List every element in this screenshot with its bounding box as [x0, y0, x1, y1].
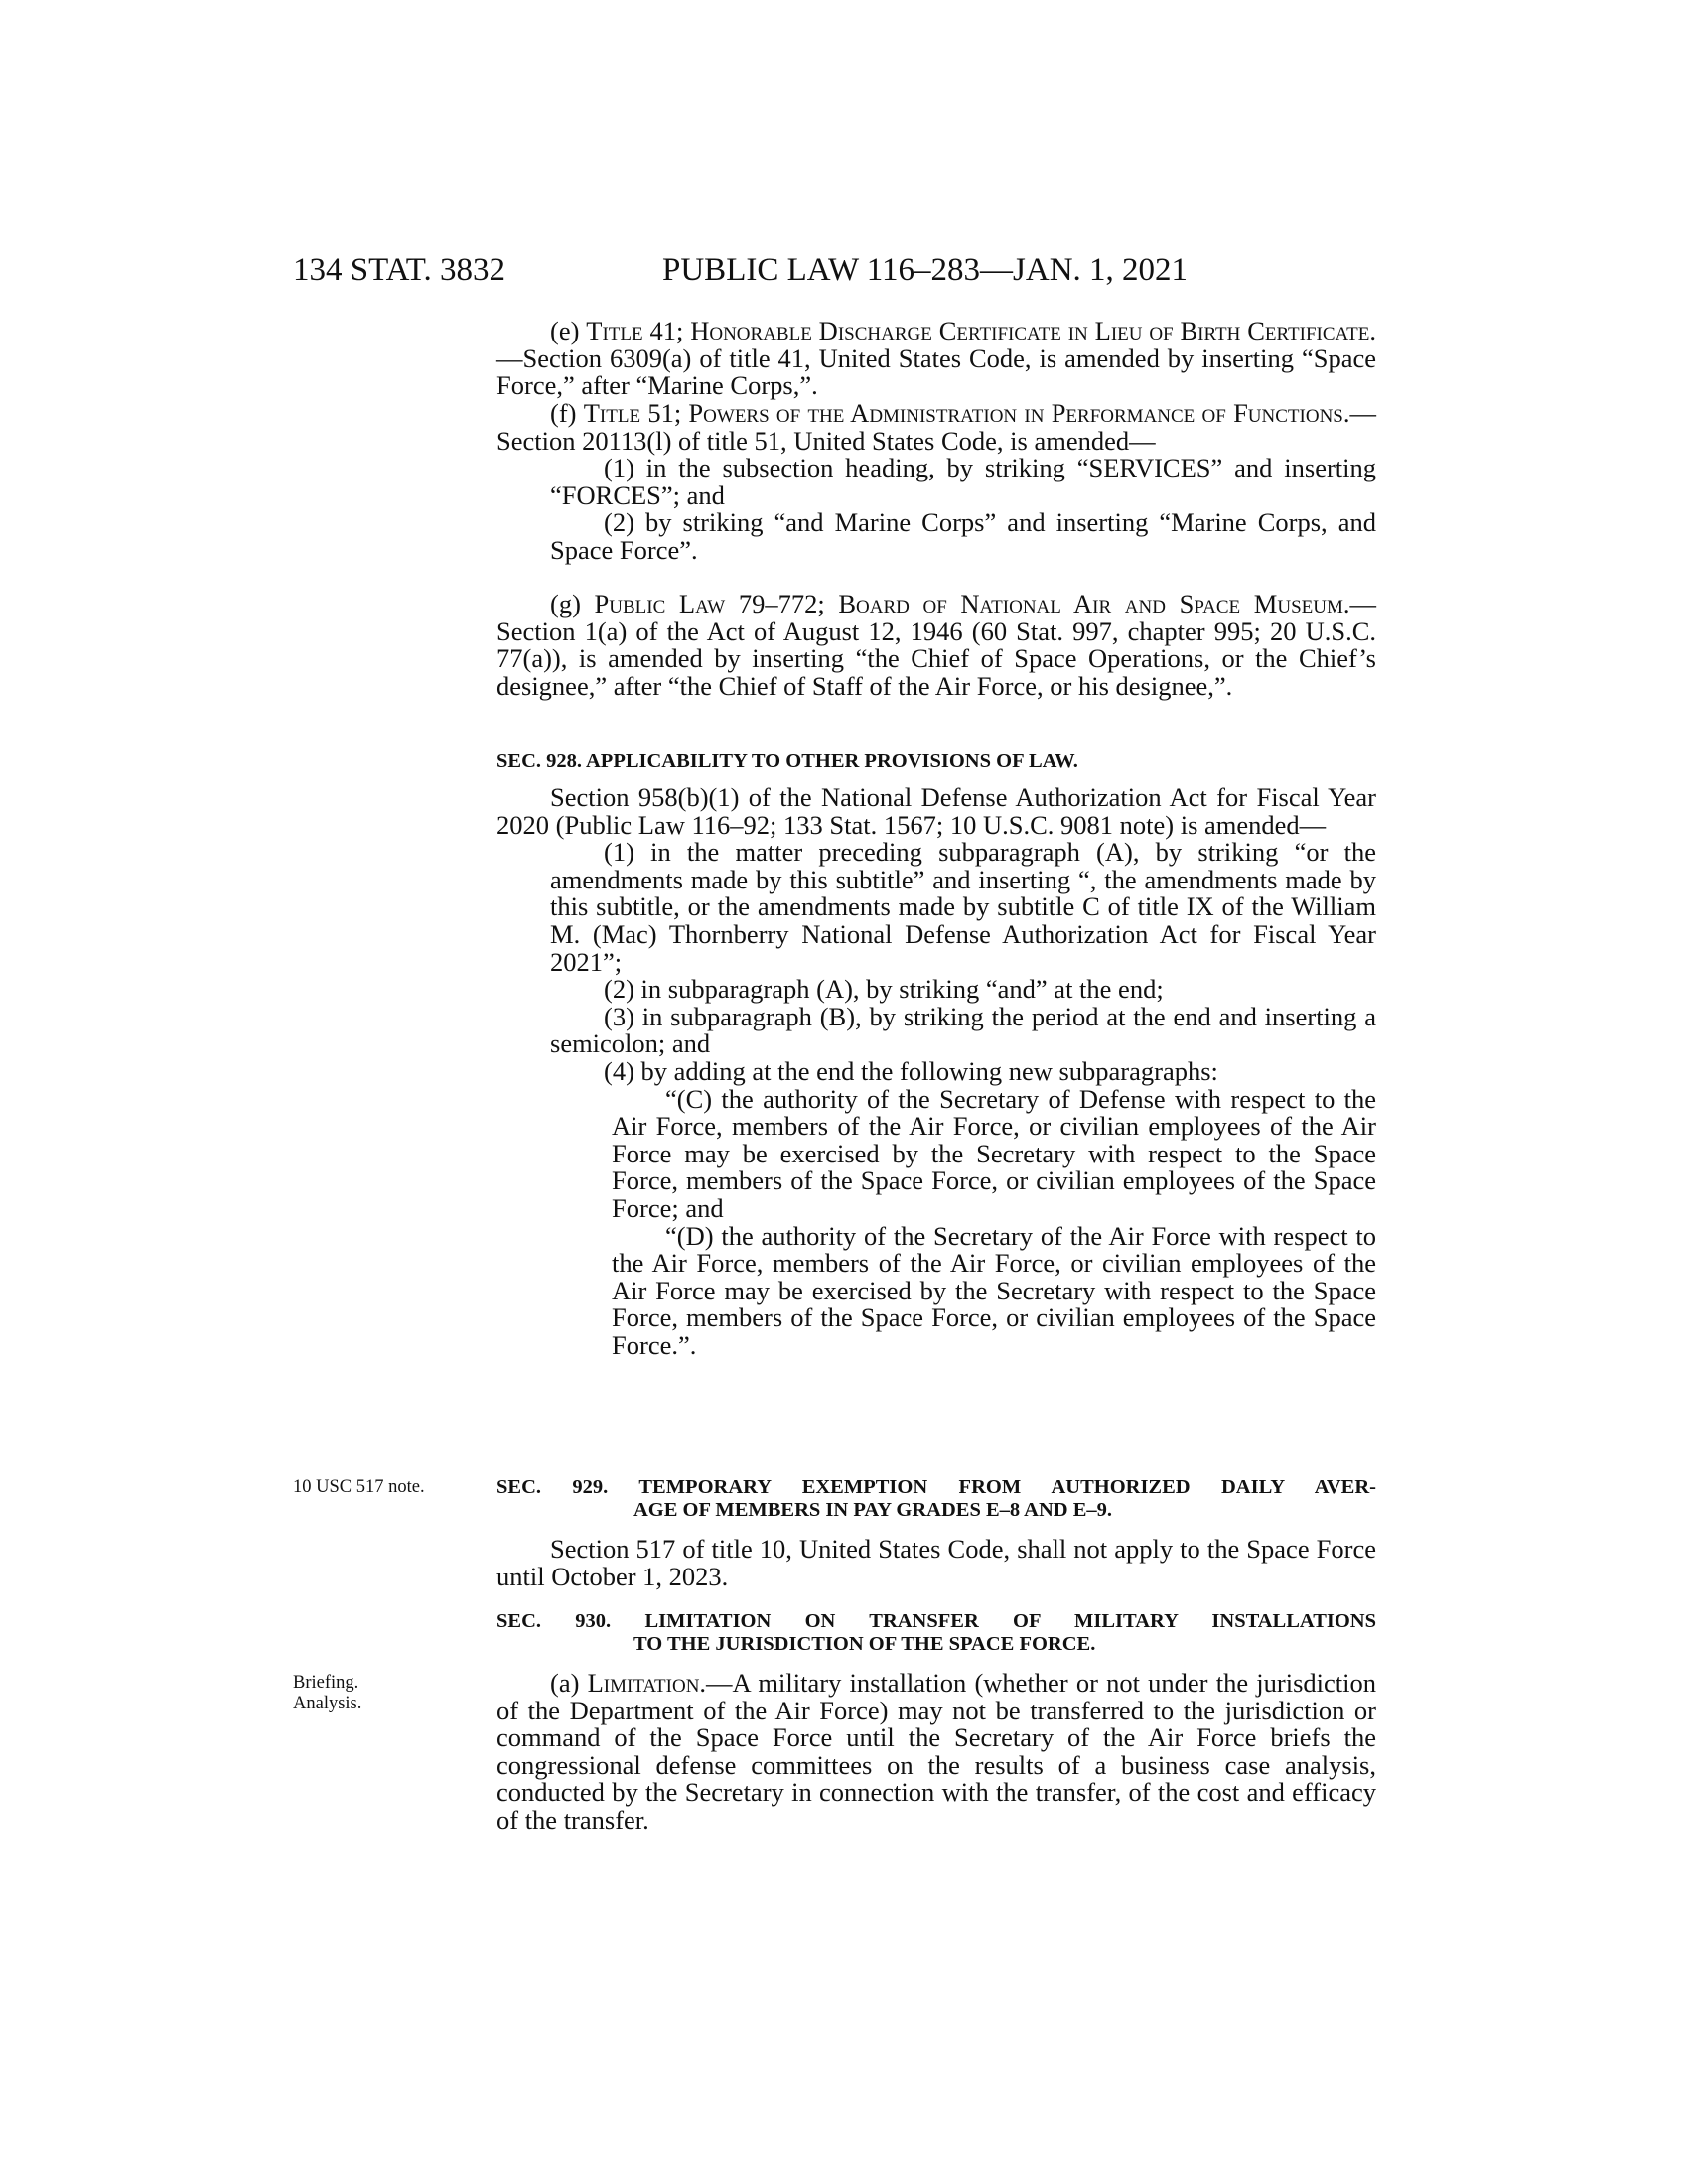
section-930	[496, 1610, 1376, 1656]
section-929-heading: SEC. 929. TEMPORARY EXEMPTION FROM AUTHORIZED DAILY AVER- AGE OF MEMBERS IN PAY GRADES E–8 AND E–9.	[496, 1476, 1376, 1521]
margin-note-analysis: Analysis.	[293, 1694, 362, 1713]
section-930-margin-notes	[293, 1673, 361, 1714]
section-930-paragraph-a: (a) Limitation.—A military installation (whether or not under the jurisdiction of the Department of the Air Force) may not be transferred to the jurisdiction or command of the Space Force until the Secretary of the Air Force briefs the congressional defense committees on the results of a business case analysis, conducted by the Secretary in connection with the transfer, of the cost and efficacy of the transfer.	[496, 1668, 1376, 1835]
subsection-f	[496, 400, 1376, 565]
subsection-e	[496, 318, 1376, 400]
section-930-subheading: Limitation.	[587, 1668, 707, 1698]
subsection-e-heading: Title 41; Honorable Discharge Certificate in Lieu of Birth Certificate.	[586, 316, 1376, 345]
section-929-body	[496, 1536, 1376, 1590]
section-930-heading: SEC. 930. LIMITATION ON TRANSFER OF MILITARY INSTALLATIONS TO THE JURISDICTION OF THE SPACE FORCE.	[496, 1610, 1376, 1655]
section-929-paragraph: Section 517 of title 10, United States Code, shall not apply to the Space Force until October 1, 2023.	[496, 1534, 1376, 1591]
margin-note-briefing: Briefing.	[293, 1673, 359, 1693]
section-928-body	[496, 784, 1376, 1359]
section-928	[496, 751, 1376, 773]
section-928-item-1: (1) in the matter preceding subparagraph (A), by striking “or the amendments made by this subtitle” and inserting “, the amendments made by this subtitle, or the amendments made by subtitle C of title IX of the William M. (Mac) Thornberry National Defense Authorization Act for Fiscal Year 2021”;	[550, 837, 1376, 977]
page-stat-number: 134 STAT. 3832	[293, 252, 506, 288]
section-928-item-3: (3) in subparagraph (B), by striking the period at the end and inserting a semicolon; and	[550, 1001, 1376, 1059]
section-928-quote-d: “(D) the authority of the Secretary of the Air Force with respect to the Air Force, members of the Air Force, or civilian employees of the Air Force may be exercised by the Secretary with respect to the Space Force, members of the Space Force, or civilian employees of the Space Force.”.	[612, 1220, 1376, 1360]
subsection-f-item-2: (2) by striking “and Marine Corps” and inserting “Marine Corps, and Space Force”.	[550, 507, 1376, 565]
section-930-body	[496, 1670, 1376, 1835]
subsection-g-paragraph: (g) Public Law 79–772; Board of National Air and Space Museum.—Section 1(a) of the Act of August 12, 1946 (60 Stat. 997, chapter 995; 20 U.S.C. 77(a)), is amended by inserting “the Chief of Space Operations, or the Chief’s designee,” after “the Chief of Staff of the Air Force, or his designee,”.	[496, 589, 1376, 701]
subsection-f-paragraph: (f) Title 51; Powers of the Administration in Performance of Functions.—Section 20113(l) of title 51, United States Code, is amended—	[496, 398, 1376, 456]
subsection-e-paragraph: (e) Title 41; Honorable Discharge Certificate in Lieu of Birth Certificate.—Section 6309(a) of title 41, United States Code, is amended by inserting “Space Force,” after “Marine Corps,”.	[496, 316, 1376, 401]
subsection-f-heading: Title 51; Powers of the Administration in Performance of Functions.	[583, 398, 1350, 428]
running-header-title: PUBLIC LAW 116–283—JAN. 1, 2021	[662, 252, 1189, 288]
section-928-quote-c: “(C) the authority of the Secretary of Defense with respect to the Air Force, members of the Air Force, or civilian employees of the Air Force may be exercised by the Secretary with respect to the Space Force, members of the Space Force, or civilian employees of the Space Force; and	[612, 1083, 1376, 1223]
subsection-f-item-1: (1) in the subsection heading, by striking “SERVICES” and inserting “FORCES”; and	[550, 453, 1376, 510]
section-928-item-4: (4) by adding at the end the following new subparagraphs:	[604, 1055, 1218, 1086]
subsection-g-heading: Public Law 79–772; Board of National Air and Space Museum.	[594, 589, 1350, 618]
subsection-g	[496, 591, 1376, 700]
section-928-intro: Section 958(b)(1) of the National Defense Authorization Act for Fiscal Year 2020 (Public Law 116–92; 133 Stat. 1567; 10 U.S.C. 9081 note) is amended—	[496, 782, 1376, 840]
section-929	[496, 1476, 1376, 1522]
section-928-heading: SEC. 928. APPLICABILITY TO OTHER PROVISIONS OF LAW.	[496, 751, 1078, 772]
section-928-item-2: (2) in subparagraph (A), by striking “and” at the end;	[604, 974, 1164, 1005]
section-929-margin-note: 10 USC 517 note.	[293, 1477, 425, 1497]
